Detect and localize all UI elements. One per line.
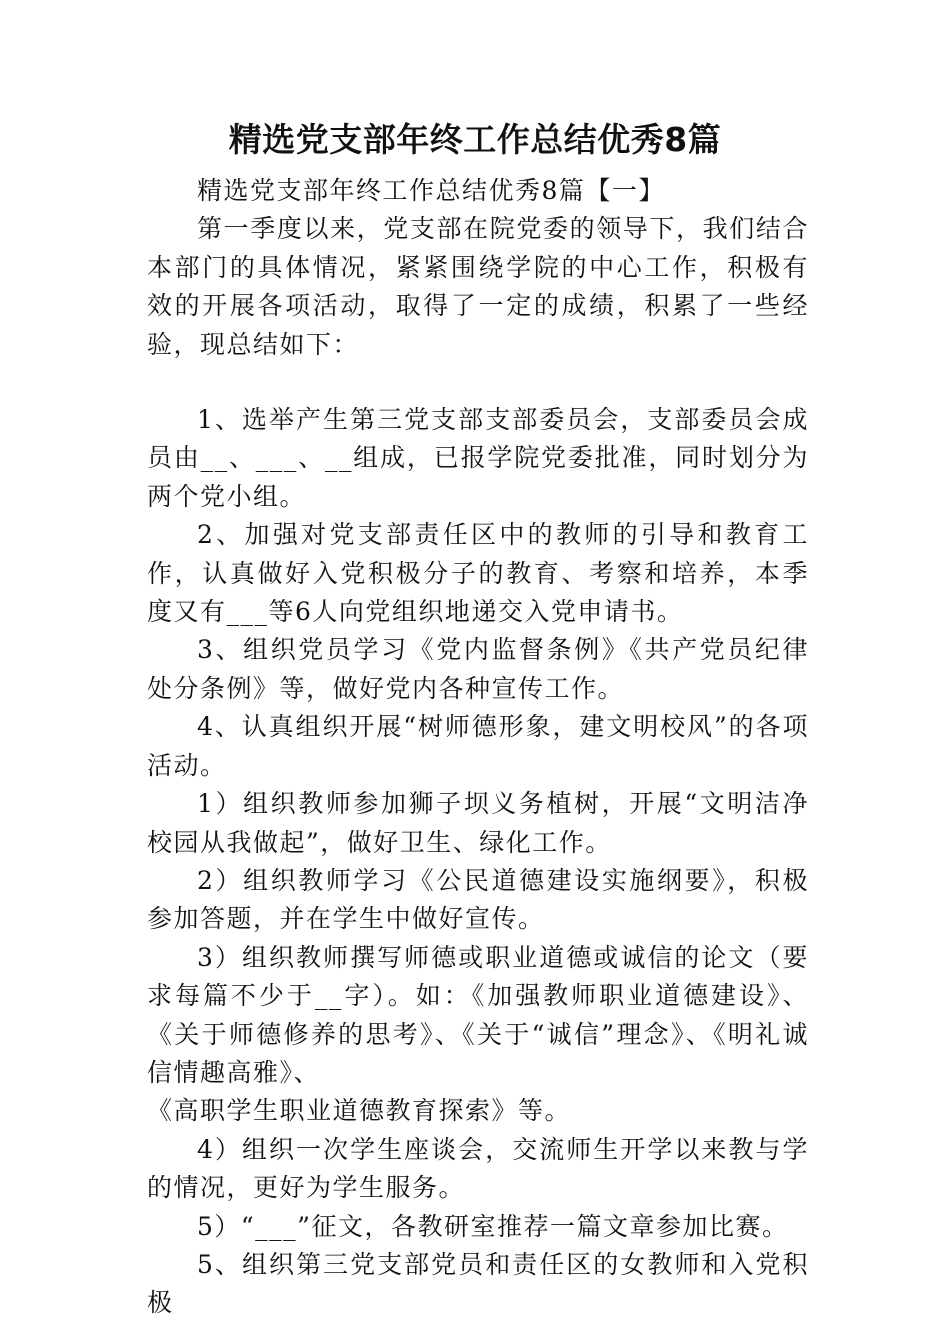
item-paragraph: 1）组织教师参加狮子坝义务植树，开展“文明洁净校园从我做起”，做好卫生、绿化工作。	[147, 789, 809, 857]
item-paragraph: 5、组织第三党支部党员和责任区的女教师和入党积极	[147, 1249, 809, 1318]
document-body	[147, 172, 809, 1323]
item-paragraph: 4）组织一次学生座谈会，交流师生开学以来教与学的情况，更好为学生服务。	[147, 1134, 809, 1203]
intro-paragraph: 第一季度以来，党支部在院党委的领导下，我们结合本部门的具体情况，紧紧围绕学院的中心工作，积极有效的开展各项活动，取得了一定的成绩，积累了一些经验，现总结如下：	[147, 214, 809, 359]
item-paragraph: 2）组织教师学习《公民道德建设实施纲要》，积极参加答题，并在学生中做好宣传。	[147, 865, 809, 934]
item-paragraph: 3、组织党员学习《党内监督条例》《共产党员纪律处分条例》等，做好党内各种宣传工作。	[147, 635, 809, 703]
document-title: 精选党支部年终工作总结优秀8篇	[228, 120, 722, 159]
item-paragraph: 4、认真组织开展“树师德形象，建文明校风”的各项活动。	[147, 712, 809, 780]
document-subtitle: 精选党支部年终工作总结优秀8篇【一】	[197, 176, 665, 205]
item-paragraph: 3）组织教师撰写师德或职业道德或诚信的论文（要求每篇不少于__字）。如：《加强教师职业道德建设》、《关于师德修养的思考》、《关于“诚信”理念》、《明礼诚信情趣高雅》、	[147, 942, 809, 1087]
paragraph-gap	[147, 364, 809, 401]
item-paragraph: 5）“___”征文，各教研室推荐一篇文章参加比赛。	[197, 1211, 789, 1241]
item-paragraph: 2、加强对党支部责任区中的教师的引导和教育工作，认真做好入党积极分子的教育、考察和培养，本季度又有___等6人向党组织地递交入党申请书。	[147, 520, 809, 627]
item-paragraph: 1、选举产生第三党支部支部委员会，支部委员会成员由__、___、__组成，已报学院党委批准，同时划分为两个党小组。	[147, 405, 809, 511]
item-paragraph-continued: 《高职学生职业道德教育探索》等。	[147, 1096, 572, 1126]
